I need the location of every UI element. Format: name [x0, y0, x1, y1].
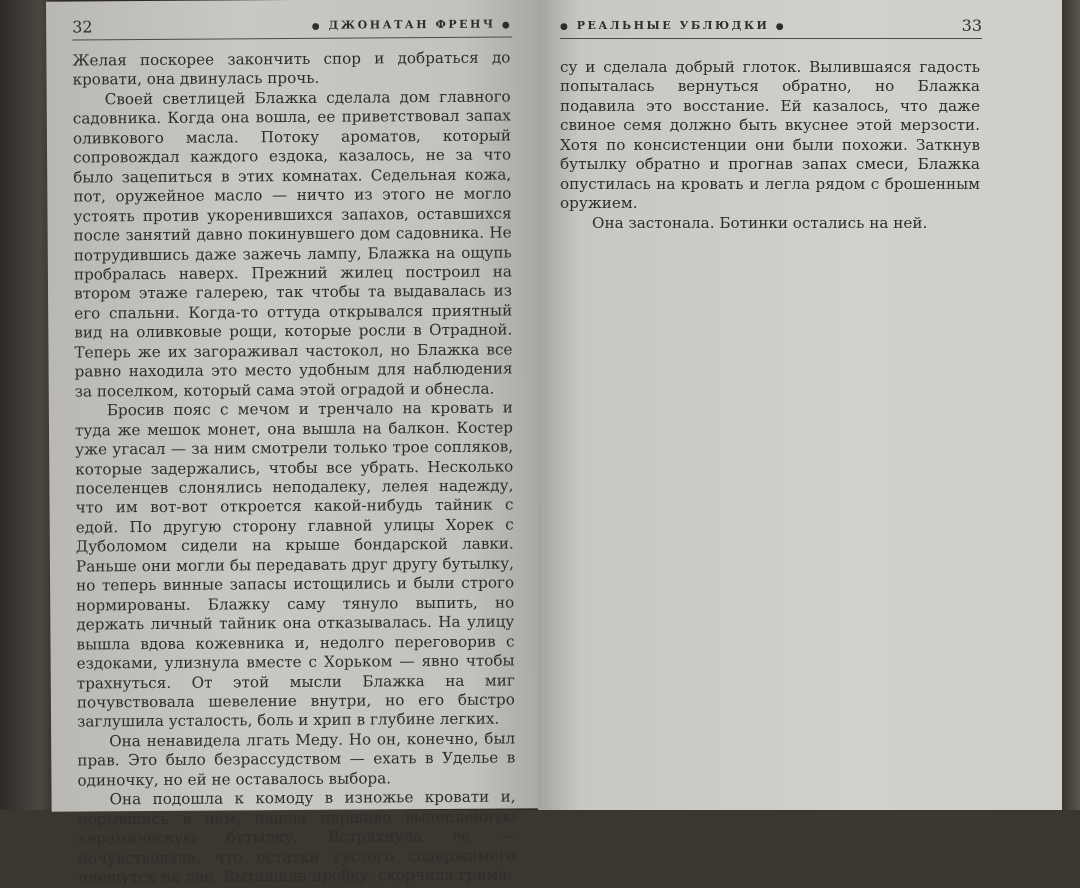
- left-running-head: [312, 17, 513, 31]
- bullet-icon: ●: [311, 21, 323, 32]
- right-running-head-text: РЕАЛЬНЫЕ УБЛЮДКИ: [576, 19, 770, 32]
- bullet-icon: ●: [560, 22, 571, 32]
- right-page-body: [560, 58, 980, 233]
- right-page: [538, 0, 1062, 810]
- paragraph: Желая поскорее закончить спор и добраться до кровати, она двинулась прочь.: [72, 48, 511, 89]
- right-page-header: [560, 14, 982, 39]
- paragraph: Она застонала. Ботинки остались на ней.: [592, 213, 928, 232]
- paragraph: Своей светлицей Блажка сделала дом главного садовника. Когда она вошла, ее приветствовал запах оливкового масла. Потоку ароматов, который сопровождал каждого ездока, казалось, не за что было зацепиться в этих комнатах. Седельная кожа, пот, оружейное масло — ничто из этого не могло устоять против укоренившихся запахов, оставшихся после занятий давно покинувшего дом садовника. Не потрудившись даже зажечь лампу, Блажка на ощупь пробралась наверх. Прежний жилец построил на втором этаже галерею, так чтобы та выдавалась из его спальни. Когда-то оттуда открывался приятный вид на оливковые рощи, которые росли в Отрадной. Теперь же их загораживал частокол, но Блажка все равно находила это место удобным для наблюдения за поселком, который сама этой оградой и обнесла.: [72, 87, 513, 401]
- left-page-number: 32: [72, 17, 93, 37]
- left-page: [46, 0, 544, 887]
- paragraph: Она подошла к комоду в изножье кровати и, порывшись в нем, нашла паршиво вылепленную керамическую бутылку. Встряхнула ее — почувствовала, что остатки густого содержимого плещутся на дне. Вытащила пробку, скорчила грима-: [77, 787, 517, 887]
- paragraph: Она ненавидела лгать Меду. Но он, конечно, был прав. Это было безрассудством — ехать в Уделье в одиночку, но ей не оставалось выбора.: [77, 729, 516, 790]
- right-running-head: [560, 19, 786, 32]
- bullet-icon: ●: [501, 20, 513, 31]
- paragraph: Бросив пояс с мечом и тренчало на кровать и туда же мешок монет, она вышла на балкон. Костер уже угасал — за ним смотрели только трое сопляков, которые задержались, чтобы все убрать. Несколько поселенцев слонялись неподалеку, лелея надежду, что им вот-вот откроется какой-нибудь тайник с едой. По другую сторону главной улицы Хорек с Дуболомом сидели на крыше бондарской лавки. Раньше они могли бы передавать друг другу бутылку, но теперь винные запасы истощились и были строго нормированы. Блажку саму тянуло выпить, но держать личный тайник она отказывалась. На улицу вышла вдова кожевника и, недолго переговорив с ездоками, улизнула вместе с Хорьком — явно чтобы трахнуться. От этой мысли Блажка на миг почувствовала шевеление внутри, но его быстро заглушила усталость, боль и хрип в глубине легких.: [74, 398, 515, 731]
- table-edge: [1062, 0, 1080, 810]
- left-page-body: [72, 48, 516, 888]
- paragraph: су и сделала добрый глоток. Вылившаяся гадость попыталась вернуться обратно, но Блажка подавила это восстание. Ей казалось, что даже свиное семя должно быть вкуснее этой мерзости. Хотя по консистенции они были похожи. Заткнув бутылку обратно и прогнав запах смеси, Блажка опустилась на кровать и легла рядом с брошенным оружием.: [560, 58, 980, 213]
- right-page-number: 33: [961, 16, 982, 35]
- bullet-icon: ●: [775, 22, 787, 32]
- left-running-head-text: ДЖОНАТАН ФРЕНЧ: [328, 17, 496, 32]
- left-page-header: [72, 12, 512, 40]
